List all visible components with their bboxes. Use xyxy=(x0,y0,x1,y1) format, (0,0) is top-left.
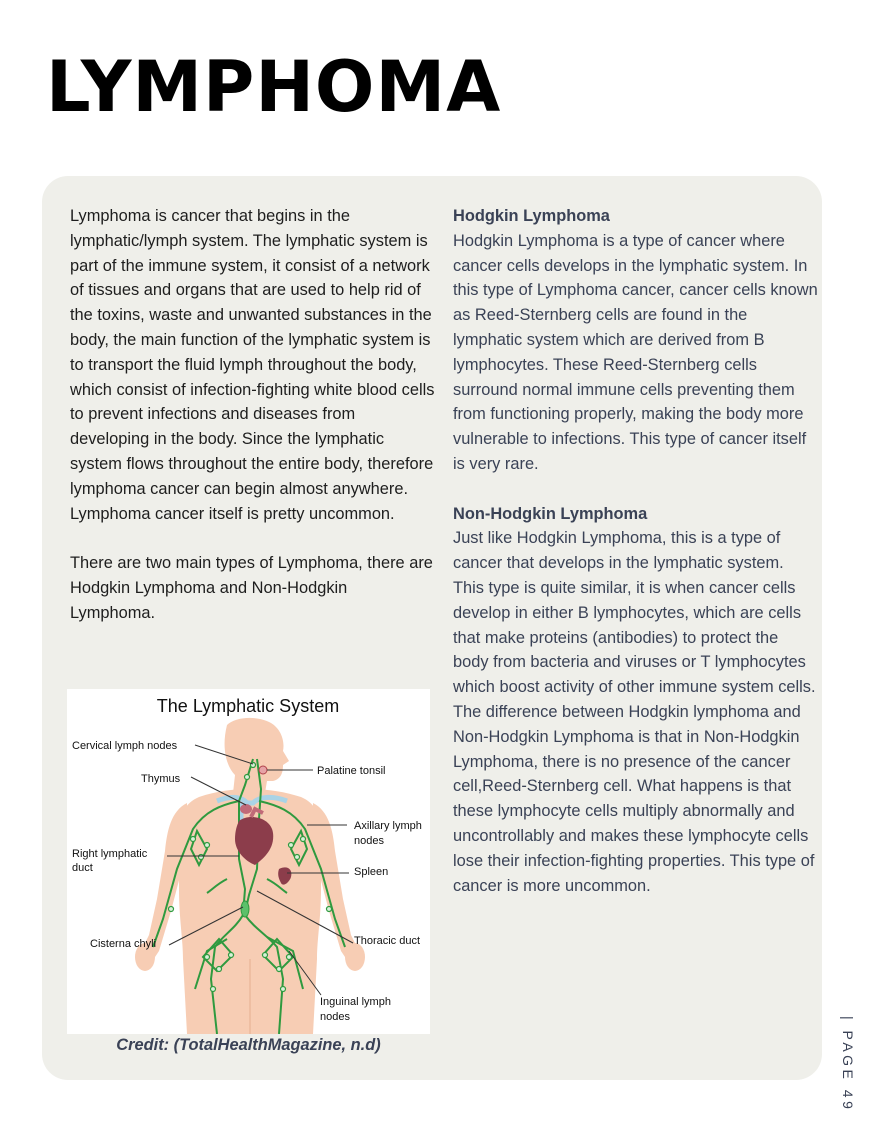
label-palatine-tonsil: Palatine tonsil xyxy=(317,765,386,777)
intro-paragraph: Lymphoma is cancer that begins in the lymphatic/lymph system. The lymphatic system is part of the immune system, it consist of a network of tissues and organs that are used to help rid of the toxins, waste and unwanted substances in the body, the main function of the lymphatic system is to transport the fluid lymph throughout the body, which consist of infection-fighting white blood cells to prevent infections and diseases from developing in the body. Since the lymphatic system flows throughout the entire body, therefore lymphoma cancer can begin almost anywhere. Lymphoma cancer itself is pretty uncommon. xyxy=(70,207,435,523)
non-hodgkin-body: Just like Hodgkin Lymphoma, this is a type of cancer that develops in the lymphatic system. This type is quite similar, it is when cancer cells develop in either B lymphocytes, which are cells that make proteins (antibodies) to protect the body from bacteria and viruses or T lymphocytes which boost activity of other immune system cells. The difference between Hodgkin lymphoma and Non-Hodgkin Lymphoma is that in Non-Hodgkin Lymphoma, there is no presence of the cancer cell,Reed-Sternberg cell. What happens is that these lymphocyte cells multiply abnormally and uncontrollably and makes these lymphocyte cells lose their infection-fighting properties. This type of cancer is more uncommon. xyxy=(453,529,816,895)
hodgkin-body: Hodgkin Lymphoma is a type of cancer where cancer cells develops in the lymphatic system. In this type of Lymphoma cancer, cancer cells known as Reed-Sternberg cells are found in the lymphatic system which are derived from B lymphocytes. These Reed-Sternberg cells surround normal immune cells preventing them from functioning properly, making the body more vulnerable to infections. This type of cancer itself is very rare. xyxy=(453,231,818,473)
label-spleen: Spleen xyxy=(354,866,389,878)
label-right-lymphatic-duct-2: duct xyxy=(72,862,93,874)
page-title: LYMPHOMA xyxy=(46,46,502,128)
right-column xyxy=(453,204,818,898)
left-column xyxy=(70,204,435,626)
page-number: | PAGE 49 xyxy=(840,1016,856,1113)
label-thymus: Thymus xyxy=(141,773,181,785)
figure-credit: Credit: (TotalHealthMagazine, n.d) xyxy=(116,1036,381,1054)
label-cervical-lymph-nodes: Cervical lymph nodes xyxy=(72,740,178,752)
figure-title: The Lymphatic System xyxy=(156,696,340,716)
content-card xyxy=(42,176,822,1080)
non-hodgkin-heading: Non-Hodgkin Lymphoma xyxy=(453,504,648,523)
label-axillary-lymph-nodes: Axillary lymph xyxy=(354,820,422,832)
label-axillary-lymph-nodes-2: nodes xyxy=(354,835,384,847)
types-paragraph: There are two main types of Lymphoma, there are Hodgkin Lymphoma and Non-Hodgkin Lymphoma. xyxy=(70,554,433,622)
lymphatic-system-diagram xyxy=(67,689,430,1034)
label-thoracic-duct: Thoracic duct xyxy=(354,935,421,947)
paragraph-gap xyxy=(70,526,435,551)
label-cisterna-chyli: Cisterna chyli xyxy=(90,938,157,950)
hodgkin-heading: Hodgkin Lymphoma xyxy=(453,207,610,225)
label-right-lymphatic-duct: Right lymphatic xyxy=(72,848,148,860)
lymphatic-body-illustration xyxy=(67,689,430,1034)
label-inguinal-lymph-nodes: Inguinal lymph xyxy=(320,996,391,1008)
label-inguinal-lymph-nodes-2: nodes xyxy=(320,1011,350,1023)
section-gap xyxy=(453,477,818,502)
